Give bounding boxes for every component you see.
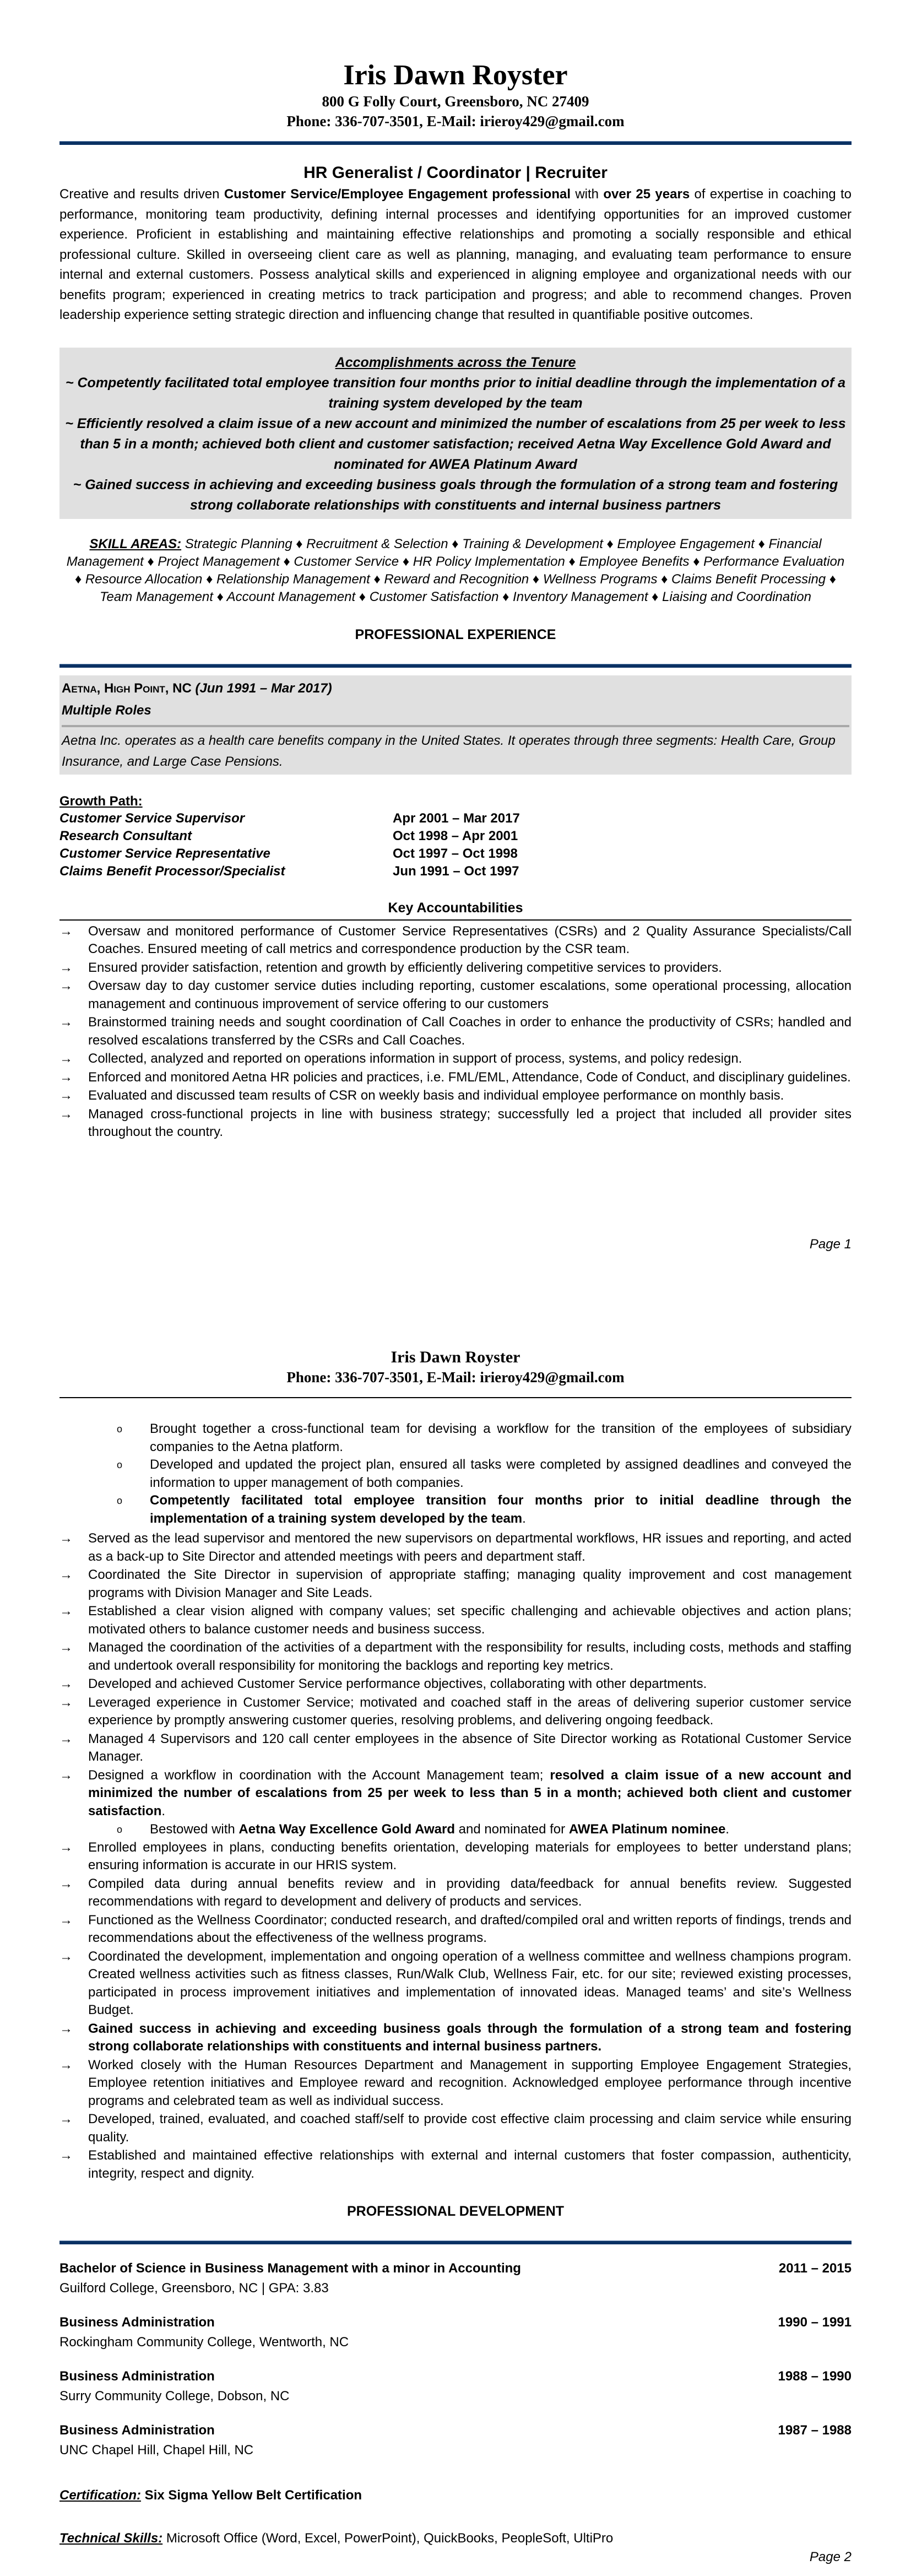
section-title-experience: PROFESSIONAL EXPERIENCE (355, 626, 556, 642)
accomplishment-item: ~ Gained success in achieving and exceeding business goals through the formulation of a strong team and fostering strong collaborate relationships with constituents and internal business partners (73, 477, 838, 513)
growth-row (59, 845, 852, 863)
accountability-text: Oversaw day to day customer service duties including reporting, customer escalations, some operational processing, allocation management and continuous improvement of service offering to our customers (88, 978, 852, 1011)
accountability-item (59, 977, 852, 1013)
section-title-development: PROFESSIONAL DEVELOPMENT (346, 2204, 565, 2219)
accountability-text: Ensured provider satisfaction, retention and growth by efficiently delivering competitive services to providers. (88, 960, 722, 975)
accountability-item (59, 1603, 852, 1638)
summary-bold: Customer Service/Employee Engagement professional (224, 187, 571, 202)
accountability-item (59, 1530, 852, 1566)
accountability-text: Enrolled employees in plans, conducting benefits orientation, developing materials for employees to better understand plans; ensuring information is accurate in our HRIS system. (88, 1839, 852, 1873)
candidate-name: Iris Dawn Royster (343, 59, 568, 91)
accountability-item (59, 923, 852, 959)
accountability-item (59, 1069, 852, 1087)
skill-areas-label: SKILL AREAS: (89, 536, 182, 551)
page-number: Page 2 (809, 2550, 852, 2564)
accountability-item (59, 1767, 852, 1821)
arrow-icon: → (59, 1106, 73, 1122)
sub-bullet-item (59, 1821, 852, 1839)
growth-dates: Oct 1998 – Apr 2001 (393, 828, 518, 843)
education-years: 1990 – 1991 (778, 2315, 852, 2330)
degree: Business Administration (59, 2369, 215, 2384)
summary-text: Creative and results driven (59, 187, 224, 202)
education-years: 1987 – 1988 (778, 2423, 852, 2438)
accountability-item (59, 1948, 852, 2020)
growth-path (59, 793, 852, 880)
accountability-text: Established and maintained effective relationships with external and internal customers that foster compassion, authenticity, integrity, respect and dignity. (88, 2148, 852, 2181)
key-accountabilities-divider (59, 919, 852, 921)
arrow-icon: → (59, 1876, 73, 1891)
sub-bullet-bold-text: Competently facilitated total employee transition four months prior to initial deadline through the implementation of a training system developed by the team (150, 1493, 852, 1526)
summary-text: of expertise in coaching to performance, monitoring team productivity, defining internal processes and identifying opportunities for an improved customer experience. Proficient in establishing and maintaining effective relationships and promoting a socially responsible and ethical professional culture. Skilled in overseeing client care as well as planning, managing, and evaluating team performance to ensure internal and external customers. Possess analytical skills and experienced in aligning employee and organizational needs with our benefits program; experienced in creating metrics to track participation and progress; and able to recommend changes. Proven leadership experience setting strategic direction and influencing change that resulted in quantifiable positive outcomes. (59, 187, 852, 322)
education-entry (59, 2313, 852, 2352)
growth-row (59, 810, 852, 827)
company-divider (62, 725, 849, 727)
candidate-name: Iris Dawn Royster (391, 1348, 520, 1366)
school: UNC Chapel Hill, Chapel Hill, NC (59, 2443, 254, 2458)
circle-bullet-icon: o (117, 1459, 123, 1470)
skill-areas (59, 535, 852, 606)
technical-skills (59, 2531, 852, 2546)
accountability-item (59, 1730, 852, 1766)
arrow-icon: → (59, 1676, 73, 1691)
accountability-item (59, 1639, 852, 1675)
resume-page-2 (0, 1288, 911, 2576)
accountability-list (59, 1530, 852, 1820)
address: 800 G Folly Court, Greensboro, NC 27409 (322, 93, 589, 110)
growth-role: Claims Benefit Processor/Specialist (59, 863, 285, 879)
growth-role: Research Consultant (59, 828, 192, 843)
accountability-item (59, 1694, 852, 1730)
accountability-text: Developed and achieved Customer Service performance objectives, collaborating with other departments. (88, 1676, 707, 1691)
header-divider (59, 141, 852, 145)
arrow-icon: → (59, 2112, 73, 2126)
summary-paragraph (59, 185, 852, 326)
accountability-item (59, 1675, 852, 1693)
award-name: AWEA Platinum nominee (568, 1822, 726, 1837)
accountability-text: Compiled data during annual benefits review and in providing data/feedback for annual benefits review. Suggested recommendations with regard to development and delivery of products and services. (88, 1876, 852, 1909)
education-years: 1988 – 1990 (778, 2369, 852, 2384)
accomplishments-box (59, 348, 852, 519)
certification-label: Certification: (59, 2488, 142, 2503)
accountability-text: Coordinated the development, implementation and ongoing operation of a wellness committee and wellness champions program. Created wellness activities such as fitness classes, Run/Walk Club, Wellness Fair, etc. for our site; reviewed existing processes, participated in process improvement initiatives and implementation of innovated ideas. Managed teams’ and site’s Wellness Budget. (88, 1949, 852, 2017)
accomplishment-item: ~ Competently facilitated total employee transition four months prior to initial deadline through the implementation of a training system developed by the team (65, 375, 846, 411)
arrow-icon: → (59, 1015, 73, 1030)
accountability-item (59, 1014, 852, 1049)
education-entry (59, 2421, 852, 2460)
accountability-item (59, 2147, 852, 2183)
accountability-text: Oversaw and monitored performance of Customer Service Representatives (CSRs) and 2 Quality Assurance Specialists/Call Coaches. Ensured meeting of call metrics and correspondence production by the CSR team. (88, 923, 852, 956)
education-row (59, 2421, 852, 2440)
accountability-text: Established a clear vision aligned with company values; set specific challenging and achievable objectives and action plans; motivated others to balance customer needs and business success. (88, 1604, 852, 1637)
accountability-text: . (161, 1803, 166, 1819)
arrow-icon: → (59, 1604, 73, 1619)
accountability-text: Worked closely with the Human Resources Department and Management in supporting Employee Engagement Strategies, Employee retention initiatives and Employee reward and recognition. Acknowledged employee performance through incentive programs and celebrated team as well as individual success. (88, 2057, 852, 2108)
circle-bullet-icon: o (117, 1424, 123, 1435)
summary-text: with (571, 187, 604, 202)
arrow-icon: → (59, 2148, 73, 2163)
education-row (59, 2259, 852, 2279)
education-entry (59, 2367, 852, 2406)
arrow-icon: → (59, 1567, 73, 1582)
circle-bullet-icon: o (117, 1495, 123, 1506)
certification (59, 2488, 852, 2503)
arrow-icon: → (59, 1051, 73, 1066)
company-dates: (Jun 1991 – Mar 2017) (191, 680, 332, 696)
arrow-icon: → (59, 1731, 73, 1746)
accountability-text: Leveraged experience in Customer Service; motivated and coached staff in the areas of delivering superior customer service experience by promptly answering customer queries, resolving problems, and delivering ongoing feedback. (88, 1695, 852, 1728)
accountability-item (59, 2020, 852, 2056)
header-divider (59, 1397, 852, 1398)
growth-path-title: Growth Path: (59, 793, 143, 809)
accountability-text: Brainstormed training needs and sought coordination of Call Coaches in order to enhance the productivity of CSRs; handled and resolved escalations transferred by the CSRs and Call Coaches. (88, 1015, 852, 1048)
growth-row (59, 863, 852, 880)
arrow-icon: → (59, 1839, 73, 1855)
accountability-text: Managed cross-functional projects in line with business strategy; successfully led a project that included all provider sites throughout the country. (88, 1106, 852, 1139)
accountability-text: Enforced and monitored Aetna HR policies and practices, i.e. FML/EML, Attendance, Code of Conduct, and disciplinary guidelines. (88, 1069, 851, 1085)
sub-bullet-list (59, 1821, 852, 1839)
sub-bullet-text: Bestowed with (150, 1822, 239, 1837)
accountability-list (59, 1839, 852, 2183)
arrow-icon: → (59, 960, 73, 975)
accountability-bold-text: Gained success in achieving and exceeding business goals through the formulation of a strong team and fostering strong collaborate relationships with constituents and internal business partners. (88, 2021, 852, 2054)
award-name: Aetna Way Excellence Gold Award (238, 1822, 455, 1837)
accountability-item (59, 2110, 852, 2146)
education-row (59, 2313, 852, 2333)
arrow-icon: → (59, 1695, 73, 1710)
accountability-text: Coordinated the Site Director in supervision of appropriate staffing; managing quality improvement and cost management programs with Division Manager and Site Leads. (88, 1567, 852, 1600)
sub-bullet-text: . (725, 1822, 729, 1837)
degree: Business Administration (59, 2423, 215, 2438)
arrow-icon: → (59, 978, 73, 993)
education-row (59, 2367, 852, 2386)
accountability-text: Evaluated and discussed team results of CSR on weekly basis and individual employee performance on monthly basis. (88, 1088, 784, 1103)
growth-dates: Oct 1997 – Oct 1998 (393, 846, 518, 861)
company-line (62, 678, 849, 700)
sub-bullet-text: and nominated for (455, 1822, 569, 1837)
technical-skills-value: Microsoft Office (Word, Excel, PowerPoint), QuickBooks, PeopleSoft, UltiPro (162, 2531, 614, 2546)
accomplishment-item: ~ Efficiently resolved a claim issue of a new account and minimized the number of escalations from 25 per week to less than 5 in a month; achieved both client and customer satisfaction; received Aetna Way Excellence Gold Award and nominated for AWEA Platinum Award (65, 415, 846, 472)
arrow-icon: → (59, 2057, 73, 2072)
arrow-icon: → (59, 1069, 73, 1085)
school: Guilford College, Greensboro, NC | GPA: 3.83 (59, 2281, 329, 2296)
growth-dates: Apr 2001 – Mar 2017 (393, 810, 520, 826)
accountability-text: Served as the lead supervisor and mentored the new supervisors on departmental workflows, HR issues and reporting, and acted as a back-up to Site Director and attended meetings with peers and department staff. (88, 1531, 852, 1564)
accountability-item (59, 1912, 852, 1947)
growth-dates: Jun 1991 – Oct 1997 (393, 863, 519, 879)
accountability-text: Managed the coordination of the activities of a department with the responsibility for results, including costs, methods and staffing and undertook overall responsibility for monitoring the backlogs and reporting key metrics. (88, 1640, 852, 1673)
page-number: Page 1 (809, 1237, 852, 1252)
accountability-list (59, 923, 852, 1141)
accountability-item (59, 1839, 852, 1875)
school: Surry Community College, Dobson, NC (59, 2389, 290, 2404)
arrow-icon: → (59, 1088, 73, 1103)
growth-row (59, 827, 852, 845)
accountability-item (59, 1106, 852, 1141)
section-divider (59, 2241, 852, 2244)
key-accountabilities-title: Key Accountabilities (388, 900, 523, 916)
accountability-item (59, 1566, 852, 1602)
arrow-icon: → (59, 1949, 73, 1964)
accomplishments-title: Accomplishments across the Tenure (335, 354, 576, 370)
arrow-icon: → (59, 1531, 73, 1546)
degree: Business Administration (59, 2315, 215, 2330)
accountability-item (59, 959, 852, 977)
education-years: 2011 – 2015 (778, 2261, 852, 2276)
accountability-text: Developed, trained, evaluated, and coached staff/self to provide cost effective claim processing and claim service while ensuring quality. (88, 2112, 852, 2145)
sub-bullet-text: Brought together a cross-functional team for devising a workflow for the transition of the employees of subsidiary companies to the Aetna platform. (150, 1421, 852, 1454)
sub-bullet-text: . (522, 1511, 526, 1526)
accountability-item (59, 1050, 852, 1068)
arrow-icon: → (59, 923, 73, 939)
sub-bullet-list (59, 1420, 852, 1528)
education-entry (59, 2259, 852, 2298)
company-name: Aetna, High Point, NC (62, 680, 192, 696)
arrow-icon: → (59, 1640, 73, 1655)
accountability-bold-text: resolved a claim issue of a new account and minimized the number of escalations from 25 per week to less than 5 in a month; achieved both client and customer satisfaction (88, 1767, 852, 1819)
sub-bullet-text: Developed and updated the project plan, ensured all tasks were completed by assigned deadlines and conveyed the information to upper management of both companies. (150, 1457, 852, 1490)
arrow-icon: → (59, 1767, 73, 1783)
growth-role: Customer Service Representative (59, 846, 270, 861)
arrow-icon: → (59, 2021, 73, 2036)
circle-bullet-icon: o (117, 1824, 123, 1835)
degree: Bachelor of Science in Business Management with a minor in Accounting (59, 2261, 521, 2276)
accountability-text: Managed 4 Supervisors and 120 call center employees in the absence of Site Director working as Rotational Customer Service Manager. (88, 1731, 852, 1764)
accountability-item (59, 2057, 852, 2110)
roles-label: Multiple Roles (62, 702, 151, 718)
company-description: Aetna Inc. operates as a health care benefits company in the United States. It operates through three segments: Health Care, Group Insurance, and Large Case Pensions. (62, 733, 836, 769)
headline: HR Generalist / Coordinator | Recruiter (303, 164, 608, 182)
contact-line: Phone: 336-707-3501, E-Mail: irieroy429@gmail.com (286, 113, 625, 129)
accountability-item (59, 1087, 852, 1105)
section-divider (59, 664, 852, 668)
company-box (59, 675, 852, 775)
arrow-icon: → (59, 1912, 73, 1928)
sub-bullet-item (59, 1456, 852, 1492)
contact-line: Phone: 336-707-3501, E-Mail: irieroy429@gmail.com (286, 1369, 625, 1386)
certification-value: Six Sigma Yellow Belt Certification (141, 2488, 362, 2503)
accountability-item (59, 1875, 852, 1911)
growth-role: Customer Service Supervisor (59, 810, 245, 826)
sub-bullet-item (59, 1492, 852, 1528)
sub-bullet-item (59, 1420, 852, 1456)
skill-areas-list: Strategic Planning ♦ Recruitment & Selection ♦ Training & Development ♦ Employee Engagement ♦ Financial Management ♦ Project Management ♦ Customer Service ♦ HR Policy Implementation ♦ Employee Benefits ♦ Performance Evaluation ♦ Resource Allocation ♦ Relationship Management ♦ Reward and Recognition ♦ Wellness Programs ♦ Claims Benefit Processing ♦ Team Management ♦ Account Management ♦ Customer Satisfaction ♦ Inventory Management ♦ Liaising and Coordination (66, 536, 845, 604)
school: Rockingham Community College, Wentworth, NC (59, 2335, 349, 2350)
accountability-text: Collected, analyzed and reported on operations information in support of process, systems, and policy redesign. (88, 1051, 742, 1066)
accountability-text: Designed a workflow in coordination with the Account Management team; (88, 1767, 550, 1783)
summary-bold: over 25 years (603, 187, 690, 202)
accountability-text: Functioned as the Wellness Coordinator; conducted research, and drafted/compiled oral and written reports of findings, trends and recommendations about the effectiveness of the wellness programs. (88, 1912, 852, 1945)
technical-skills-label: Technical Skills: (59, 2531, 163, 2546)
